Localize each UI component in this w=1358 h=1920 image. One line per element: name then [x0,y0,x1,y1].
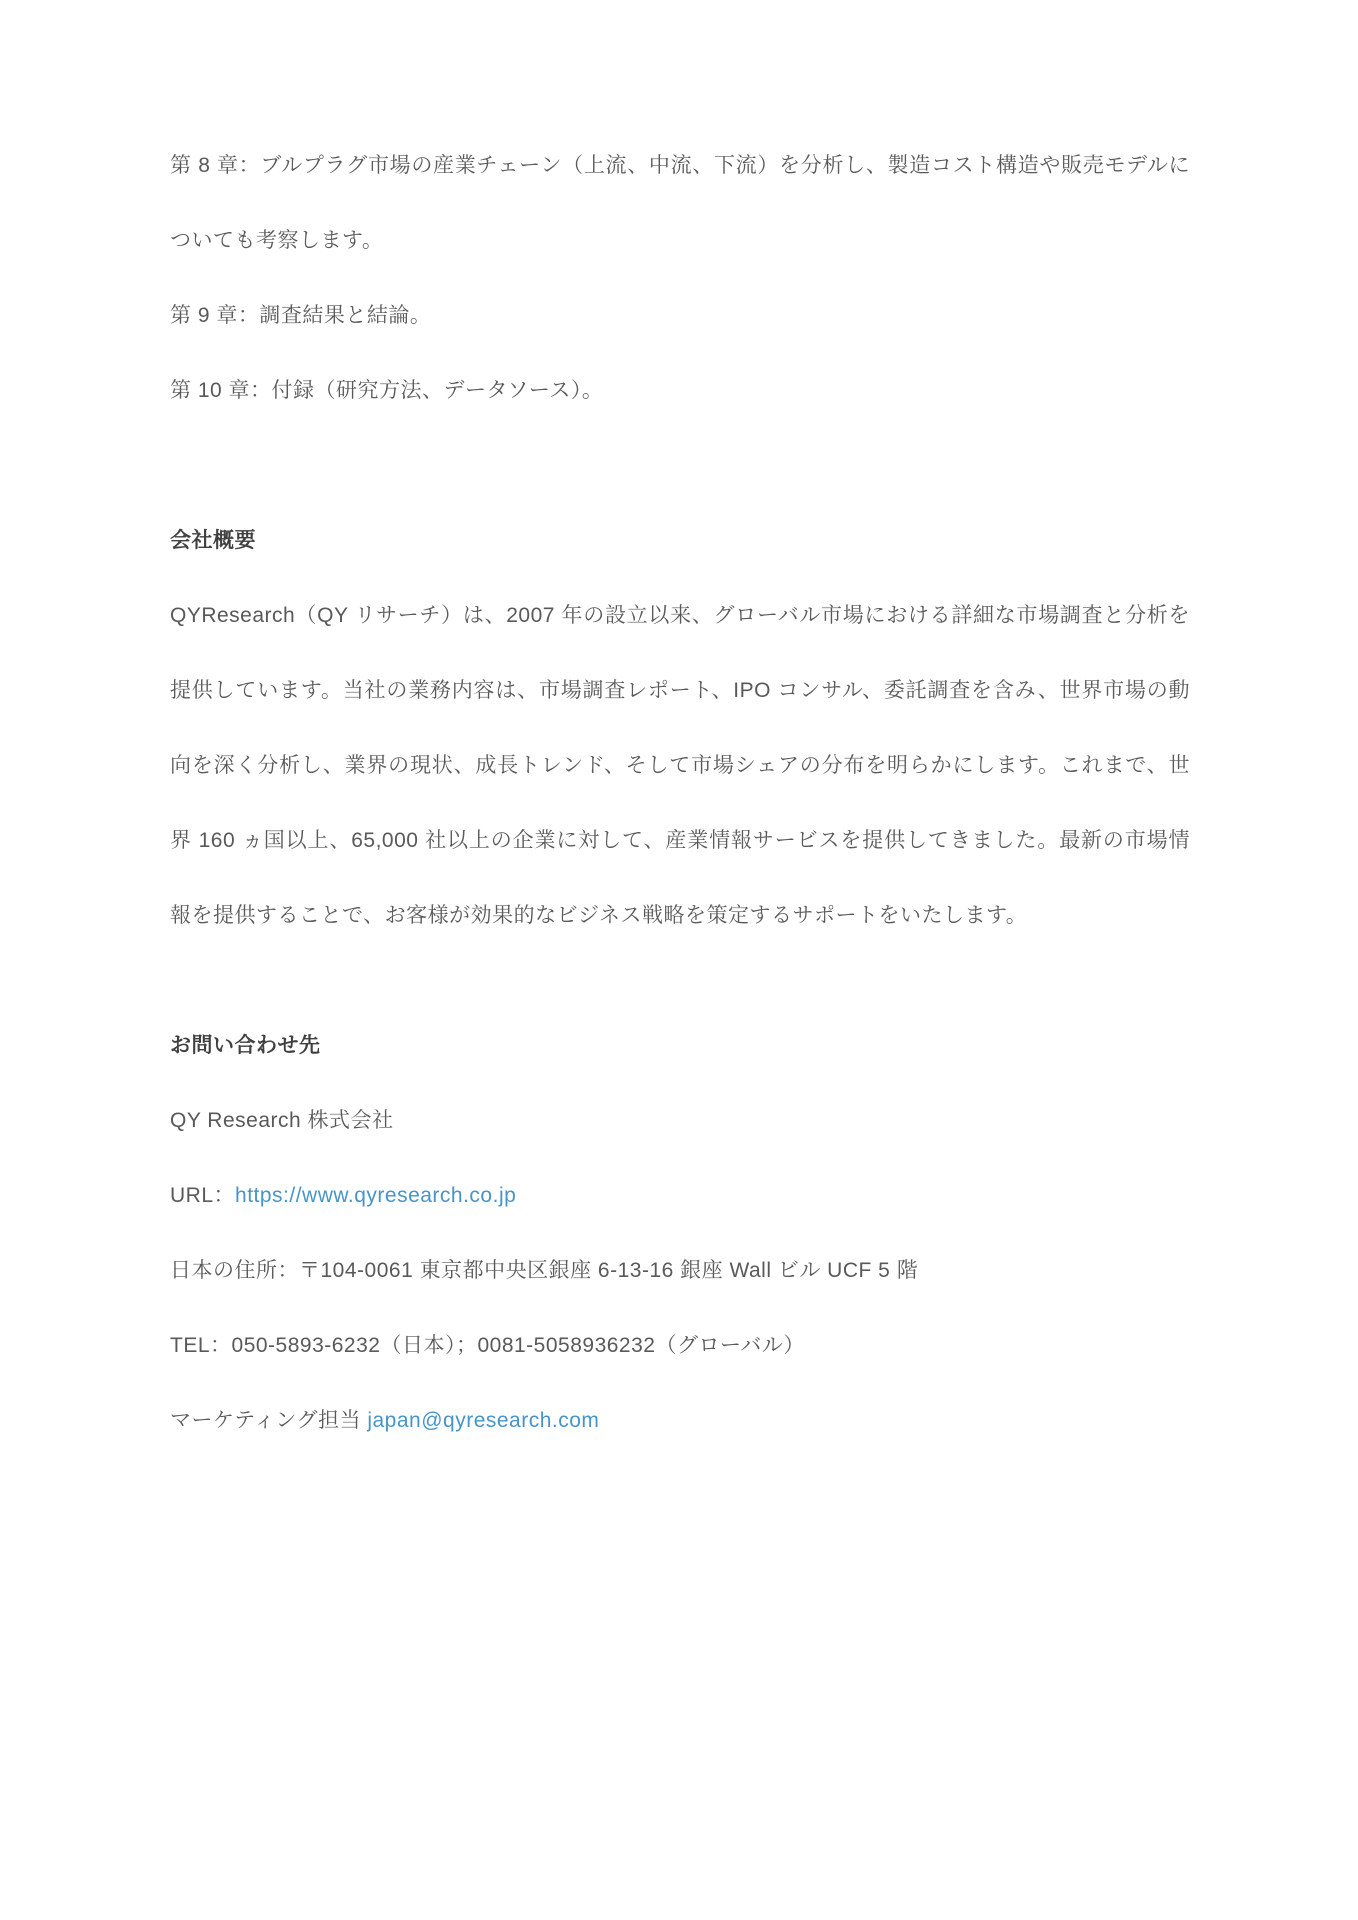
chapter-10-paragraph: 第 10 章：付録（研究方法、データソース）。 [170,379,604,402]
company-overview-paragraph: QYResearch（QY リサーチ）は、2007 年の設立以来、グローバル市場における詳細な市場調査と分析を提供しています。当社の業務内容は、市場調査レポート、IPO コンサル、委託調査を含み、世界市場の動向を深く分析し、業界の現状、成長トレンド、そして市場シェアの分布を明らかにします。これまで、世界 160 ヵ国以上、65,000 社以上の企業に対して、産業情報サービスを提供してきました。最新の市場情報を提供することで、お客様が効果的なビジネス戦略を策定するサポートをいたします。 [170,604,1190,927]
contact-url-line [170,1158,1190,1233]
contact-heading: お問い合わせ先 [170,1034,321,1057]
contact-company-name: QY Research 株式会社 [170,1109,394,1132]
company-overview-heading: 会社概要 [170,529,256,552]
contact-marketing-line [170,1383,1190,1458]
email-link[interactable]: japan@qyresearch.com [367,1409,600,1432]
marketing-label: マーケティング担当 [170,1409,368,1432]
contact-address-line: 日本の住所：〒104-0061 東京都中央区銀座 6-13-16 銀座 Wall ビル UCF 5 階 [170,1259,919,1282]
website-link[interactable]: https://www.qyresearch.co.jp [235,1184,517,1207]
chapter-9-paragraph: 第 9 章：調査結果と結論。 [170,304,432,327]
contact-tel-line: TEL：050-5893-6232（日本）；0081-5058936232（グローバル） [170,1334,805,1357]
chapter-8-paragraph: 第 8 章：ブルプラグ市場の産業チェーン（上流、中流、下流）を分析し、製造コスト構造や販売モデルについても考察します。 [170,154,1190,252]
url-label: URL： [170,1184,236,1207]
